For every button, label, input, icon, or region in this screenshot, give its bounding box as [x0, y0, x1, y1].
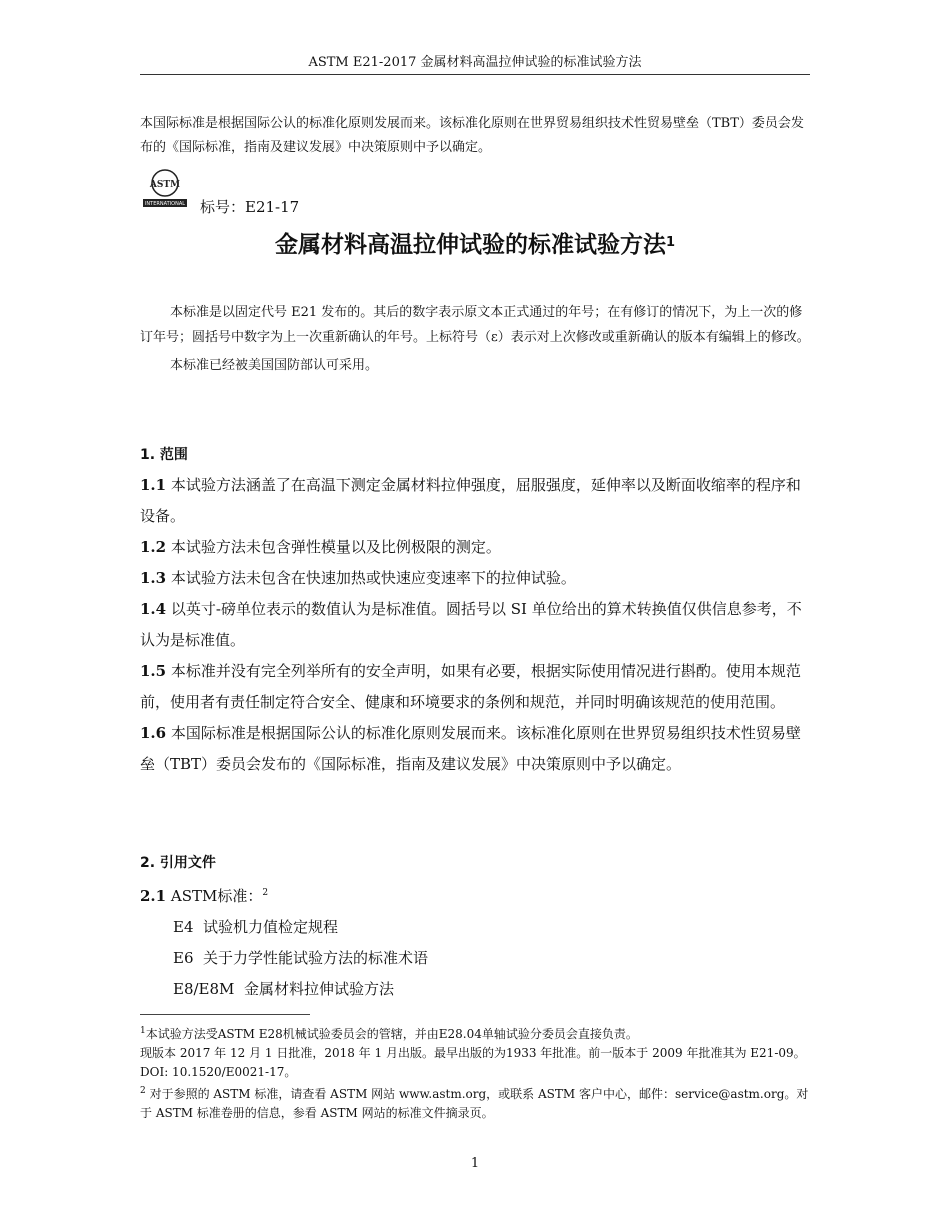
logo-text: ASTM: [149, 180, 181, 190]
title-footnote-mark: 1: [665, 235, 676, 250]
reference-code: E4: [173, 918, 194, 936]
footnote-rule: [140, 1014, 310, 1015]
item-number: 1.1: [140, 476, 167, 494]
astm-standards-line: [140, 878, 812, 912]
note-paragraph: 本标准已经被美国国防部认可采用。: [170, 358, 379, 373]
reference-code: E8/E8M: [173, 980, 235, 998]
reference-title: 关于力学性能试验方法的标准术语: [203, 949, 429, 967]
footnote-text: 本试验方法受ASTM E28机械试验委员会的管辖，并由E28.04单轴试验分委员会直接负责。: [145, 1027, 638, 1041]
footnote-mark: 1: [140, 1026, 146, 1036]
reference-code: E6: [173, 949, 194, 967]
footnote: [140, 1022, 812, 1044]
item-text: 本标准并没有完全列举所有的安全声明，如果有必要，根据实际使用情况进行斟酌。使用本规范前，使用者有责任制定符合安全、健康和环境要求的条例和规范，并同时明确该规范的使用范围。: [140, 662, 801, 711]
item-number: 1.5: [140, 662, 167, 680]
item-number: 1.2: [140, 538, 167, 556]
reference-title: 试验机力值检定规程: [203, 918, 339, 936]
title-text: 金属材料高温拉伸试验的标准试验方法: [274, 232, 666, 258]
item-number: 1.4: [140, 600, 167, 618]
astm-logo: [142, 168, 188, 210]
reference-item: [173, 943, 428, 974]
scope-section: [140, 470, 812, 780]
item-text: 本试验方法未包含在快速加热或快速应变速率下的拉伸试验。: [170, 569, 576, 587]
scope-item: [140, 470, 812, 532]
running-header: ASTM E21-2017 金属材料高温拉伸试验的标准试验方法: [308, 55, 642, 70]
section-heading-references: 2. 引用文件: [140, 855, 216, 871]
referenced-documents-list: [173, 912, 428, 1005]
item-text: 本国际标准是根据国际公认的标准化原则发展而来。该标准化原则在世界贸易组织技术性贸易壁垒（TBT）委员会发布的《国际标准，指南及建议发展》中决策原则中予以确定。: [140, 724, 801, 773]
header-rule: [140, 74, 810, 75]
item-text: 以英寸-磅单位表示的数值认为是标准值。圆括号以 SI 单位给出的算术转换值仅供信息参考，不认为是标准值。: [140, 600, 802, 649]
designation: 标号：E21-17: [200, 198, 300, 216]
item-text: 本试验方法未包含弹性模量以及比例极限的测定。: [170, 538, 501, 556]
note-paragraph: 本标准是以固定代号 E21 发布的。其后的数字表示原文本正式通过的年号；在有修订的情况下，为上一次的修订年号；圆括号中数字为上一次重新确认的年号。上标符号（ε）表示对上次修改或重新确认的版本有编辑上的修改。: [140, 305, 810, 345]
item-number: 2.1: [140, 887, 167, 905]
scope-item: [140, 594, 812, 656]
footnote-text: 现版本 2017 年 12 月 1 日批准，2018 年 1 月出版。最早出版的为1933 年批准。前一版本于 2009 年批准其为 E21-09。DOI: 10.1520/E0021-17。: [140, 1046, 806, 1079]
scope-item: [140, 718, 812, 780]
scope-item: [140, 656, 812, 718]
scope-item: [140, 563, 812, 594]
reference-item: [173, 912, 428, 943]
scope-item: [140, 532, 812, 563]
standard-note: [140, 300, 812, 378]
section-heading-scope: 1. 范围: [140, 447, 188, 463]
item-text: ASTM标准：: [170, 887, 263, 905]
footnote-text: 对于参照的 ASTM 标准，请查看 ASTM 网站 www.astm.org，或联系 ASTM 客户中心，邮件：service@astm.org。对于 ASTM 标准卷册的信息，参看 ASTM 网站的标准文件摘录页。: [140, 1087, 809, 1120]
reference-item: [173, 974, 428, 1005]
reference-title: 金属材料拉伸试验方法: [243, 980, 394, 998]
footnote: [140, 1044, 812, 1082]
footnotes: [140, 1022, 812, 1123]
intro-paragraph: 本国际标准是根据国际公认的标准化原则发展而来。该标准化原则在世界贸易组织技术性贸易壁垒（TBT）委员会发布的《国际标准，指南及建议发展》中决策原则中予以确定。: [140, 116, 804, 155]
footnote-mark: 2: [140, 1086, 146, 1096]
page-number: 1: [470, 1156, 480, 1171]
document-title: [140, 228, 810, 262]
item-text: 本试验方法涵盖了在高温下测定金属材料拉伸强度，屈服强度，延伸率以及断面收缩率的程序和设备。: [140, 476, 801, 525]
item-number: 1.3: [140, 569, 167, 587]
footnote: [140, 1082, 812, 1123]
item-number: 1.6: [140, 724, 167, 742]
footnote-mark: 2: [262, 888, 269, 898]
logo-subtext: INTERNATIONAL: [144, 201, 186, 207]
